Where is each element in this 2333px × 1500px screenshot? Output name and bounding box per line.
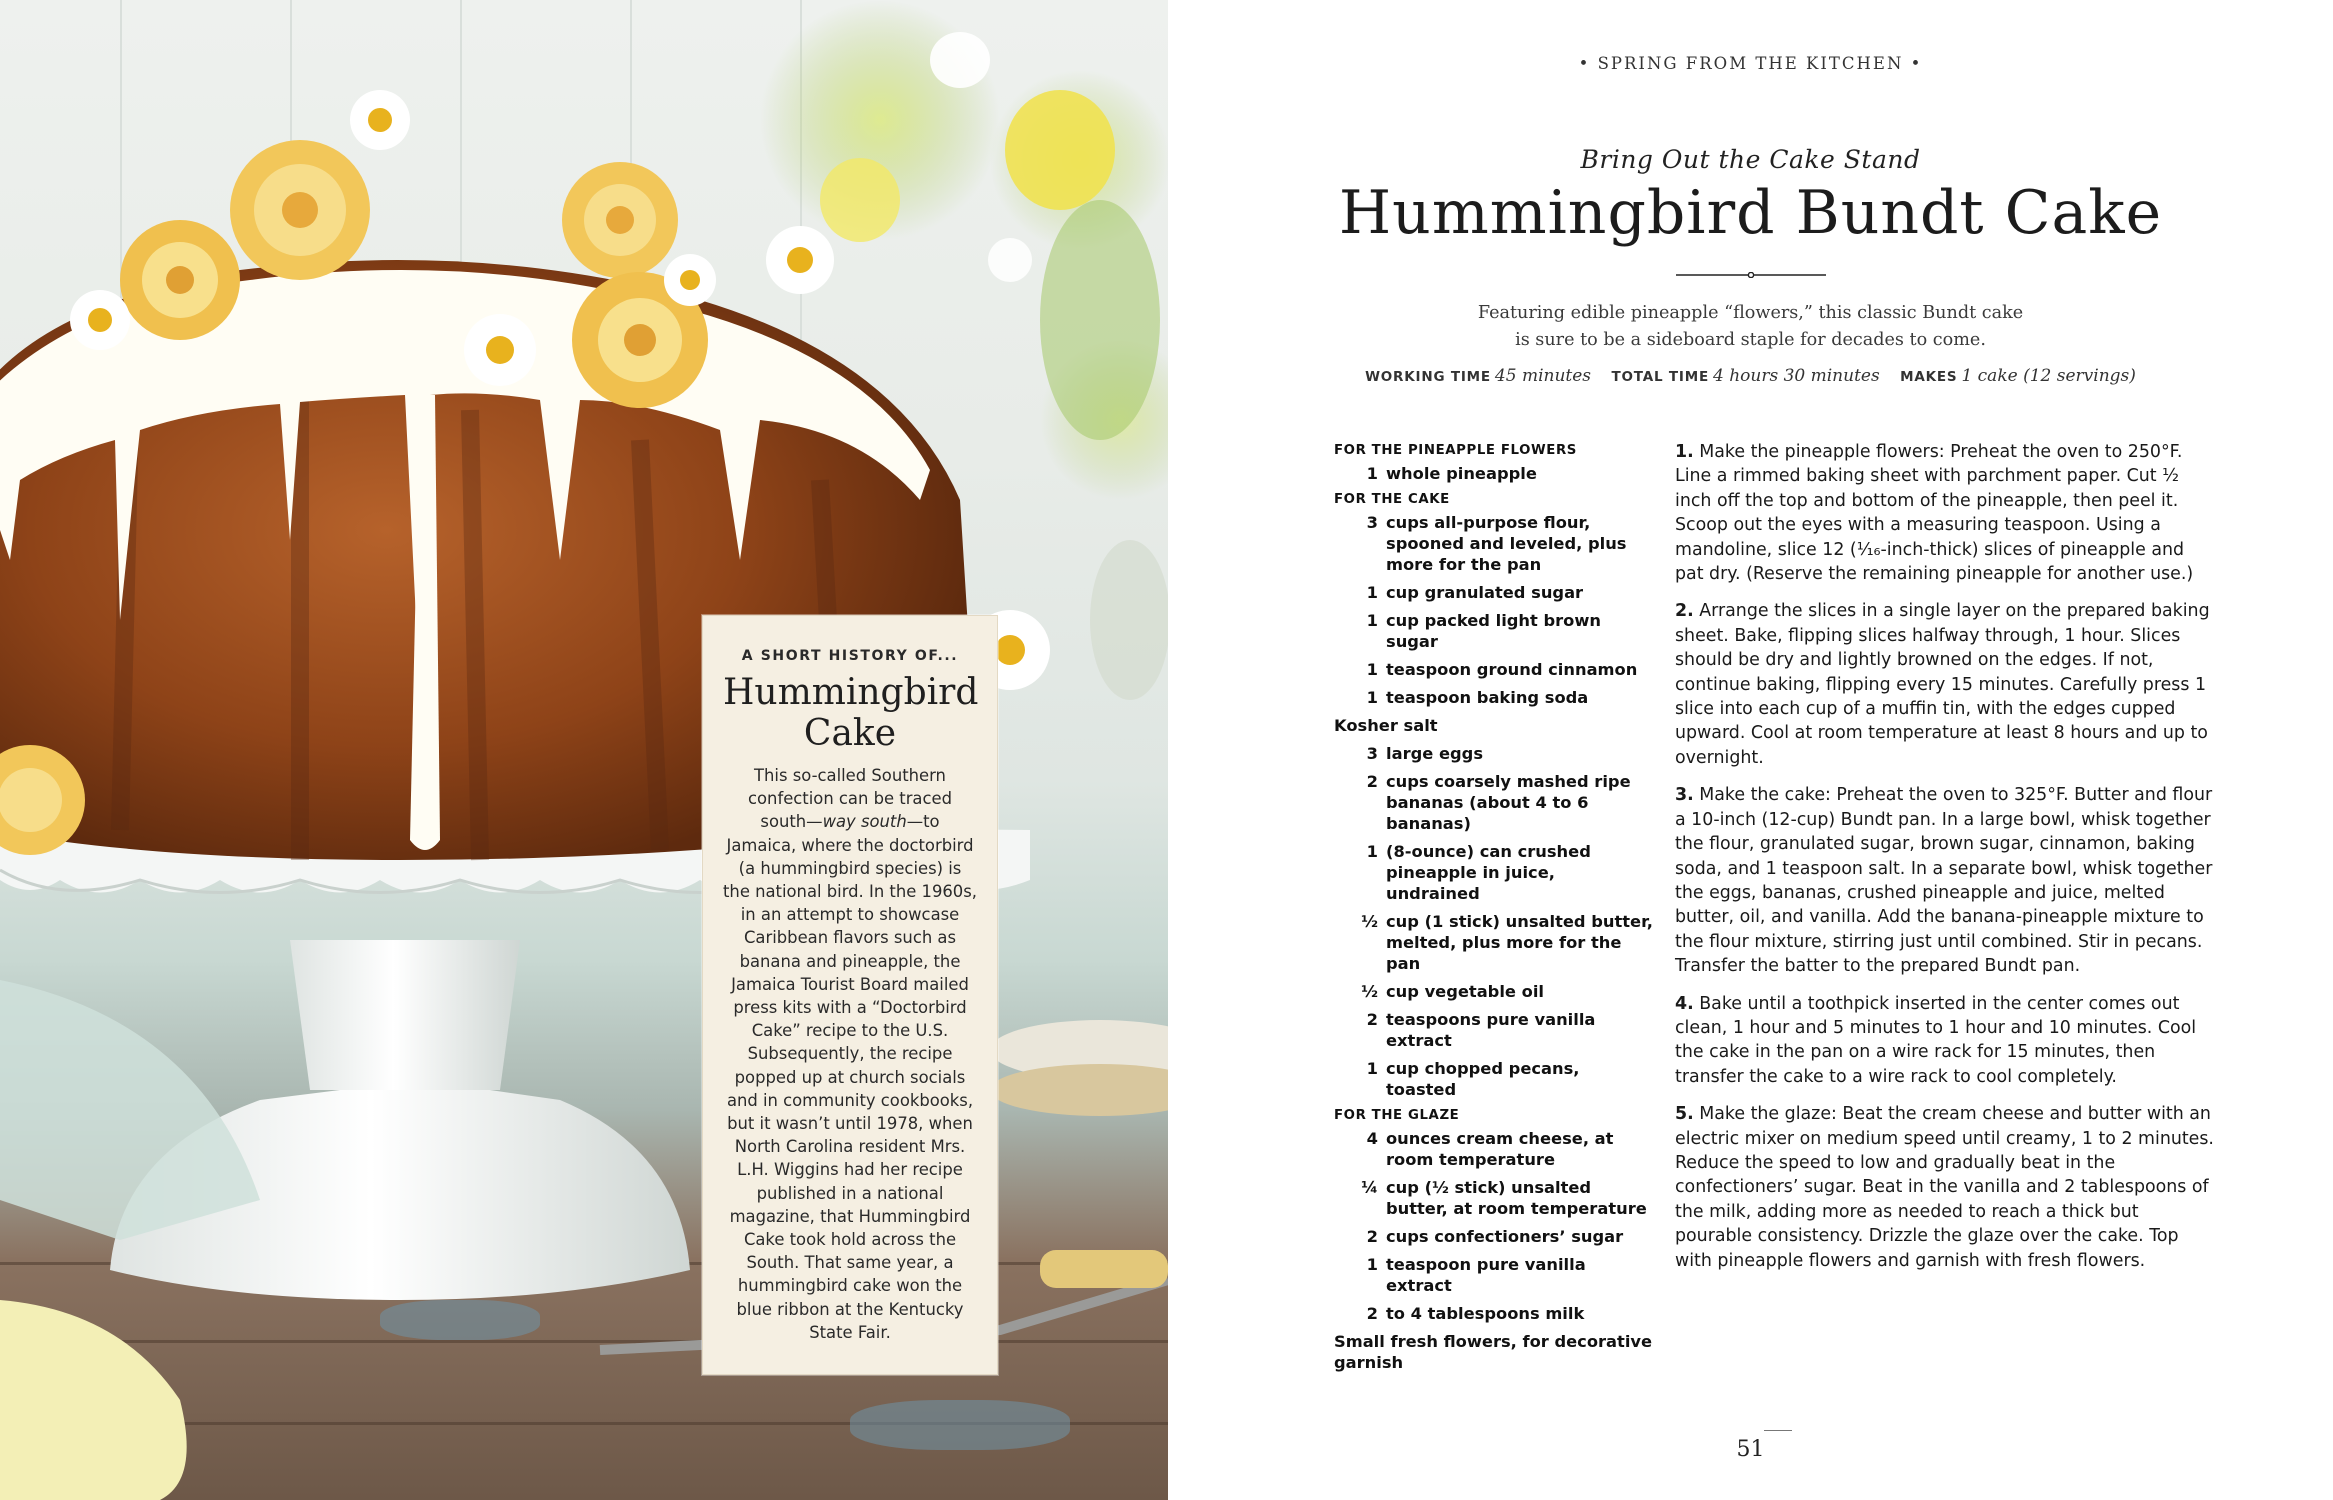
- ingredient-qty: 2: [1366, 1227, 1378, 1246]
- step-text: Make the glaze: Beat the cream cheese and butter with an electric mixer on medium speed until creamy, 1 to 2 minutes. Reduce the speed to low and gradually beat in the confectioners’ sugar. Beat in the vanilla and 2 tablespoons of the milk, adding more as needed to reach a thick but pourable consistency. Drizzle the glaze over the cake. Top with pineapple flowers and garnish with fresh flowers.: [1675, 1104, 2214, 1271]
- ingredients-list: [1334, 443, 1654, 1380]
- step-text: Make the cake: Preheat the oven to 325°F. Butter and flour a 10-inch (12-cup) Bundt pan. In a large bowl, whisk together the flour, granulated sugar, brown sugar, cinnamon, baking soda, and 1 teaspoon salt. In a separate bowl, whisk together the eggs, bananas, crushed pineapple and juice, melted butter, oil, and vanilla. Add the banana-pineapple mixture to the flour mixture, stirring just until combined. Stir in pecans. Transfer the batter to the prepared Bundt pan.: [1675, 785, 2213, 977]
- direction-step: [1675, 599, 2215, 770]
- ingredient-qty: 1: [1366, 464, 1378, 483]
- working-time-value: 45 minutes: [1494, 366, 1592, 386]
- ingredient-item: cup vegetable oil: [1386, 982, 1544, 1001]
- history-kicker: A SHORT HISTORY OF...: [741, 648, 959, 664]
- step-text: Arrange the slices in a single layer on the prepared baking sheet. Bake, flipping slices halfway through, 1 hour. Slices should be dry and lightly browned on the edges. If not, continue baking, flipping every 15 minutes. Carefully press 1 slice into each cup of a muffin tin, with the edges cupped upward. Cool at room temperature at least 8 hours and up to overnight.: [1675, 601, 2210, 768]
- history-title: Hummingbird Cake: [723, 672, 979, 754]
- ingredient-item: cups confectioners’ sugar: [1386, 1227, 1624, 1246]
- total-time-label: TOTAL TIME: [1611, 369, 1709, 385]
- ingredient-qty: 1: [1366, 1255, 1378, 1274]
- ingredient-line: [1334, 841, 1654, 904]
- ingredient-qty: 2: [1366, 1304, 1378, 1323]
- ingredient-qty: 1: [1366, 660, 1378, 679]
- ingredient-line: [1334, 911, 1654, 974]
- ingredient-line: [1334, 659, 1654, 680]
- ingredient-line: [1334, 1254, 1654, 1296]
- ingredient-item: ounces cream cheese, at room temperature: [1386, 1129, 1614, 1169]
- direction-step: [1675, 783, 2215, 978]
- ingredient-qty: 1: [1366, 688, 1378, 707]
- history-body-part: —to Jamaica, where the doctorbird (a hummingbird species) is the national bird. In the 1960s, in an attempt to showcase Caribbean flavors such as banana and pineapple, the Jamaica Tourist Board mailed press kits with a “Doctorbird Cake” recipe to the U.S. Subsequently, the recipe popped up at church socials and in community cookbooks, but it wasn’t until 1978, when North Carolina resident Mrs. L.H. Wiggins had her recipe published in a national magazine, that Hummingbird Cake took hold across the South. That same year, a hummingbird cake won the blue ribbon at the Kentucky State Fair.: [723, 812, 977, 1342]
- history-body-part: This so-called Southern confection can be traced south—: [748, 766, 952, 832]
- total-time-value: 4 hours 30 minutes: [1712, 366, 1880, 386]
- makes-value: 1 cake (12 servings): [1961, 366, 2136, 386]
- ingredient-item: teaspoons pure vanilla extract: [1386, 1010, 1596, 1050]
- ingredient-qty: 2: [1366, 1010, 1378, 1029]
- direction-step: [1675, 1102, 2215, 1273]
- ingredient-line: [1334, 512, 1654, 575]
- ingredient-line: [1334, 687, 1654, 708]
- ingredient-item: cup chopped pecans, toasted: [1386, 1059, 1580, 1099]
- recipe-meta: [1168, 366, 2333, 386]
- ingredient-section-heading: FOR THE CAKE: [1334, 492, 1450, 507]
- ingredient-line: [1334, 981, 1654, 1002]
- ingredient-line: [1334, 463, 1654, 484]
- ingredient-qty: ½: [1361, 982, 1378, 1001]
- makes-label: MAKES: [1900, 369, 1958, 385]
- directions: [1675, 440, 2215, 1286]
- ingredient-qty: 1: [1366, 583, 1378, 602]
- ingredient-line: [1334, 1303, 1654, 1324]
- step-number: 5.: [1675, 1104, 1694, 1125]
- ingredient-item: cups coarsely mashed ripe bananas (about 4 to 6 bananas): [1386, 772, 1631, 833]
- step-number: 1.: [1675, 442, 1694, 462]
- ingredient-line: [1334, 582, 1654, 603]
- step-text: Make the pineapple flowers: Preheat the oven to 250°F. Line a rimmed baking sheet with parchment paper. Cut ½ inch off the top and bottom of the pineapple, then peel it. Scoop out the eyes with a measuring teaspoon. Using a mandoline, slice 12 (⅟₁₆-inch-thick) slices of pineapple and pat dry. (Reserve the remaining pineapple for another use.): [1675, 442, 2194, 585]
- step-number: 4.: [1675, 993, 1694, 1014]
- ingredient-qty: ¼: [1361, 1178, 1378, 1197]
- ingredient-item: teaspoon pure vanilla extract: [1386, 1255, 1586, 1295]
- ingredient-section-heading: FOR THE PINEAPPLE FLOWERS: [1334, 443, 1577, 458]
- running-head: • SPRING FROM THE KITCHEN •: [1578, 54, 1923, 73]
- recipe-deck: Featuring edible pineapple “flowers,” this classic Bundt cake is sure to be a sideboard staple for decades to come.: [1477, 303, 2024, 350]
- ingredient-item: cup (½ stick) unsalted butter, at room temperature: [1386, 1178, 1647, 1218]
- recipe-title: Hummingbird Bundt Cake: [1338, 178, 2163, 248]
- ingredient-line: [1334, 1226, 1654, 1247]
- ingredient-qty: ½: [1361, 912, 1378, 931]
- step-number: 3.: [1675, 785, 1694, 806]
- history-sidebar: [702, 615, 998, 1375]
- ingredient-line: [1334, 1058, 1654, 1100]
- ingredient-group-cake-continued: [1334, 743, 1654, 1100]
- ingredient-qty: 1: [1366, 842, 1378, 861]
- ingredient-line: [1334, 1177, 1654, 1219]
- ingredient-line: [1334, 1128, 1654, 1170]
- recipe-page: [1168, 0, 2333, 1500]
- working-time-label: WORKING TIME: [1365, 369, 1491, 385]
- ingredient-item: cup granulated sugar: [1386, 583, 1584, 602]
- ingredient-line: Small fresh flowers, for decorative garnish: [1334, 1332, 1653, 1372]
- step-text: Bake until a toothpick inserted in the center comes out clean, 1 hour and 5 minutes to 1 hour and 10 minutes. Cool the cake in the pan on a wire rack for 15 minutes, then transfer the cake to a wire rack to cool completely.: [1675, 993, 2197, 1087]
- recipe-kicker: Bring Out the Cake Stand: [1580, 145, 1921, 174]
- ingredient-item: to 4 tablespoons milk: [1386, 1304, 1585, 1323]
- ingredient-item: teaspoon baking soda: [1386, 688, 1589, 707]
- ingredient-item: whole pineapple: [1386, 464, 1537, 483]
- ingredient-qty: 2: [1366, 772, 1378, 791]
- folio-rule: [1764, 1430, 1792, 1431]
- ingredient-group-glaze: [1334, 1128, 1654, 1324]
- page-number: 51: [1736, 1437, 1765, 1462]
- direction-step: [1675, 440, 2215, 586]
- ingredient-line: [1334, 1009, 1654, 1051]
- ingredient-line: Kosher salt: [1334, 716, 1438, 735]
- ingredient-item: teaspoon ground cinnamon: [1386, 660, 1638, 679]
- ingredient-group-cake: [1334, 512, 1654, 708]
- history-body: [723, 764, 977, 1344]
- direction-step: [1675, 992, 2215, 1090]
- ingredient-qty: 1: [1366, 1059, 1378, 1078]
- ingredient-line: [1334, 771, 1654, 834]
- ingredient-item: cups all-purpose flour, spooned and leveled, plus more for the pan: [1386, 513, 1627, 574]
- ingredient-qty: 3: [1366, 744, 1378, 763]
- ingredient-item: (8-ounce) can crushed pineapple in juice, undrained: [1386, 842, 1591, 903]
- ingredient-qty: 1: [1366, 611, 1378, 630]
- title-rule: [1676, 272, 1826, 278]
- ingredient-item: cup (1 stick) unsalted butter, melted, plus more for the pan: [1386, 912, 1653, 973]
- ingredient-section-heading: FOR THE GLAZE: [1334, 1108, 1460, 1123]
- ingredient-qty: 3: [1366, 513, 1378, 532]
- ingredient-item: cup packed light brown sugar: [1386, 611, 1601, 651]
- history-body-emphasis: way south: [822, 812, 907, 832]
- ingredient-qty: 4: [1366, 1129, 1378, 1148]
- ingredient-item: large eggs: [1386, 744, 1484, 763]
- step-number: 2.: [1675, 601, 1694, 622]
- ingredient-group-pineapple: [1334, 463, 1654, 484]
- ingredient-line: [1334, 743, 1654, 764]
- ingredient-line: [1334, 610, 1654, 652]
